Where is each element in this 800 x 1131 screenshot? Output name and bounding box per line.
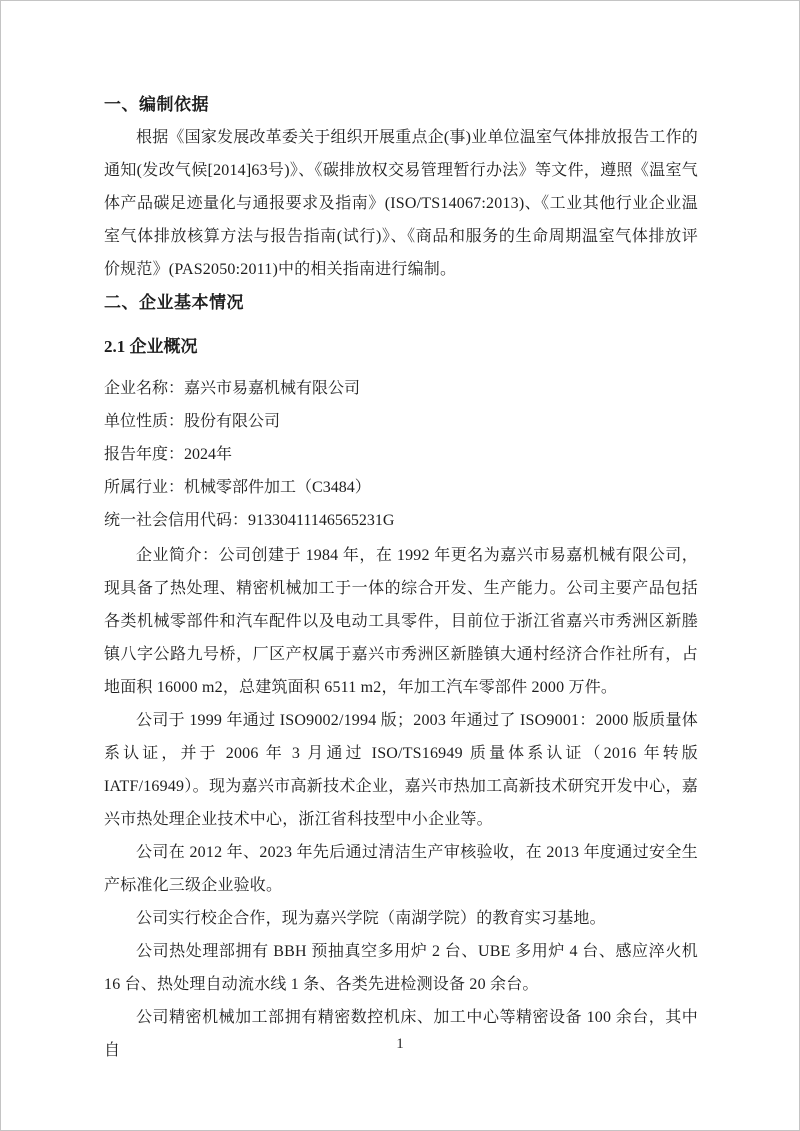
company-type-row bbox=[104, 405, 698, 438]
document-body bbox=[104, 88, 698, 1067]
credit-code-label: 统一社会信用代码： bbox=[104, 512, 249, 529]
credit-code-row bbox=[104, 504, 698, 537]
company-name-label: 企业名称： bbox=[104, 380, 185, 397]
section-1-paragraph: 根据《国家发展改革委关于组织开展重点企(事)业单位温室气体排放报告工作的通知(发改气候[2014]63号)》、《碳排放权交易管理暂行办法》等文件，遵照《温室气体产品碳足迹量化与通报要求及指南》(ISO/TS14067:2013)、《工业其他行业企业温室气体排放核算方法与报告指南(试行)》、《商品和服务的生命周期温室气体排放评价规范》(PAS2050:2011)中的相关指南进行编制。 bbox=[104, 129, 698, 278]
company-name-row bbox=[104, 372, 698, 405]
industry-row bbox=[104, 471, 698, 504]
company-type-value: 股份有限公司 bbox=[184, 413, 281, 430]
report-year-label: 报告年度： bbox=[104, 446, 185, 463]
industry-value: 机械零部件加工（C3484） bbox=[184, 479, 371, 496]
report-year-value: 2024年 bbox=[184, 446, 233, 463]
precision-machining-paragraph: 公司精密机械加工部拥有精密数控机床、加工中心等精密设备 100 余台，其中自 bbox=[104, 1009, 698, 1059]
report-year-row bbox=[104, 438, 698, 471]
section-2-heading: 二、企业基本情况 bbox=[104, 293, 244, 312]
clean-production-paragraph: 公司在 2012 年、2023 年先后通过清洁生产审核验收，在 2013 年度通过安全生产标准化三级企业验收。 bbox=[104, 844, 698, 894]
company-name-value: 嘉兴市易嘉机械有限公司 bbox=[184, 380, 361, 397]
company-info-list bbox=[104, 372, 698, 537]
page-number: 1 bbox=[396, 1036, 404, 1052]
section-2-1-heading: 2.1 企业概况 bbox=[104, 337, 198, 356]
credit-code-value: 91330411146565231G bbox=[248, 512, 395, 529]
certifications-paragraph: 公司于 1999 年通过 ISO9002/1994 版；2003 年通过了 ISO9001：2000 版质量体系认证，并于 2006 年 3 月通过 ISO/TS16949 质量体系认证（2016 年转版 IATF/16949）。现为嘉兴市高新技术企业，嘉兴市热加工高新技术研究开发中心，嘉兴市热处理企业技术中心，浙江省科技型中小企业等。 bbox=[104, 712, 698, 828]
school-cooperation-paragraph: 公司实行校企合作，现为嘉兴学院（南湖学院）的教育实习基地。 bbox=[136, 910, 606, 927]
company-type-label: 单位性质： bbox=[104, 413, 185, 430]
company-profile-paragraph: 企业简介：公司创建于 1984 年，在 1992 年更名为嘉兴市易嘉机械有限公司，现具备了热处理、精密机械加工于一体的综合开发、生产能力。公司主要产品包括各类机械零部件和汽车配件以及电动工具零件，目前位于浙江省嘉兴市秀洲区新塍镇八字公路九号桥，厂区产权属于嘉兴市秀洲区新塍镇大通村经济合作社所有，占地面积 16000 m2，总建筑面积 6511 m2，年加工汽车零部件 2000 万件。 bbox=[104, 547, 698, 696]
section-1-heading: 一、编制依据 bbox=[104, 95, 209, 114]
heat-treatment-equipment-paragraph: 公司热处理部拥有 BBH 预抽真空多用炉 2 台、UBE 多用炉 4 台、感应淬火机 16 台、热处理自动流水线 1 条、各类先进检测设备 20 余台。 bbox=[104, 943, 698, 993]
industry-label: 所属行业： bbox=[104, 479, 185, 496]
